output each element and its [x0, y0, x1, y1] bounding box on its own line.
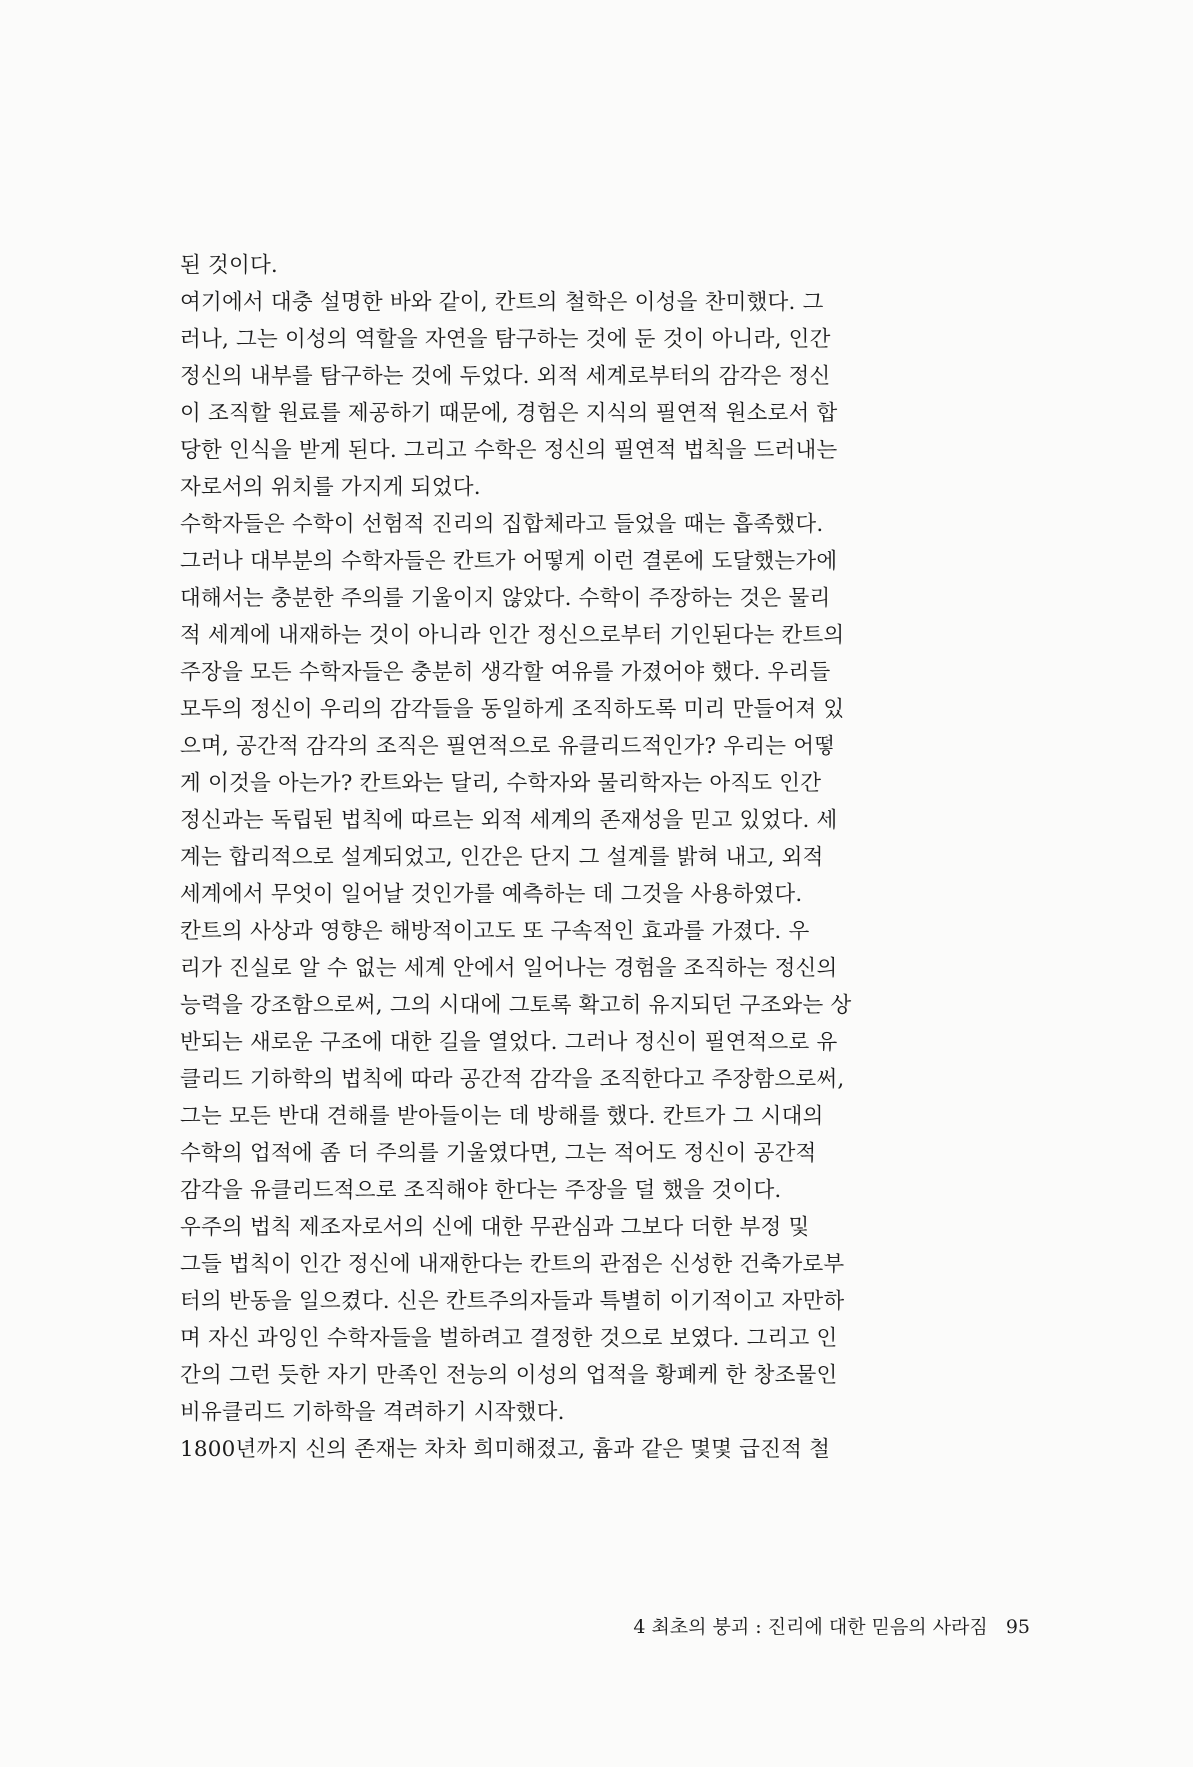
- text-line: 대해서는 충분한 주의를 기울이지 않았다. 수학이 주장하는 것은 물리: [180, 586, 831, 611]
- text-line: 간의 그런 듯한 자기 만족인 전능의 이성의 업적을 황폐케 한 창조물인: [180, 1363, 838, 1388]
- text-line: 자로서의 위치를 가지게 되었다.: [180, 475, 481, 500]
- text-line: 여기에서 대충 설명한 바와 같이, 칸트의 철학은 이성을 찬미했다. 그: [180, 290, 824, 315]
- text-line: 수학의 업적에 좀 더 주의를 기울였다면, 그는 적어도 정신이 공간적: [180, 1141, 817, 1166]
- text-line: 으며, 공간적 감각의 조직은 필연적으로 유클리드적인가? 우리는 어떻: [180, 734, 836, 759]
- text-line: 세계에서 무엇이 일어날 것인가를 예측하는 데 그것을 사용하였다.: [180, 882, 803, 907]
- text-line: 1800년까지 신의 존재는 차차 희미해졌고, 흄과 같은 몇몇 급진적 철: [180, 1437, 831, 1462]
- text-line: 정신과는 독립된 법칙에 따르는 외적 세계의 존재성을 믿고 있었다. 세: [180, 808, 838, 833]
- text-line: 계는 합리적으로 설계되었고, 인간은 단지 그 설계를 밝혀 내고, 외적: [180, 845, 824, 870]
- text-line: 정신의 내부를 탐구하는 것에 두었다. 외적 세계로부터의 감각은 정신: [180, 364, 831, 389]
- text-line: 클리드 기하학의 법칙에 따라 공간적 감각을 조직한다고 주장함으로써,: [180, 1067, 845, 1092]
- text-line: 된 것이다.: [180, 253, 278, 278]
- text-line: 그들 법칙이 인간 정신에 내재한다는 칸트의 관점은 신성한 건축가로부: [180, 1252, 845, 1277]
- running-title: 4 최초의 붕괴 : 진리에 대한 믿음의 사라짐: [633, 1616, 988, 1638]
- text-line: 며 자신 과잉인 수학자들을 벌하려고 결정한 것으로 보였다. 그리고 인: [180, 1326, 838, 1351]
- text-line: 적 세계에 내재하는 것이 아니라 인간 정신으로부터 기인된다는 칸트의: [180, 623, 845, 648]
- text-line: 그러나 대부분의 수학자들은 칸트가 어떻게 이런 결론에 도달했는가에: [180, 549, 838, 574]
- text-line: 칸트의 사상과 영향은 해방적이고도 또 구속적인 효과를 가졌다. 우: [180, 919, 810, 944]
- text-line: 반되는 새로운 구조에 대한 길을 열었다. 그러나 정신이 필연적으로 유: [180, 1030, 838, 1055]
- text-line: 비유클리드 기하학을 격려하기 시작했다.: [180, 1400, 565, 1425]
- text-line: 게 이것을 아는가? 칸트와는 달리, 수학자와 물리학자는 아직도 인간: [180, 771, 822, 796]
- text-line: 터의 반동을 일으켰다. 신은 칸트주의자들과 특별히 이기적이고 자만하: [180, 1289, 845, 1314]
- text-line: 러나, 그는 이성의 역할을 자연을 탐구하는 것에 둔 것이 아니라, 인간: [180, 327, 831, 352]
- text-line: 이 조직할 원료를 제공하기 때문에, 경험은 지식의 필연적 원소로서 합: [180, 401, 838, 426]
- text-line: 리가 진실로 알 수 없는 세계 안에서 일어나는 경험을 조직하는 정신의: [180, 956, 838, 981]
- text-line: 능력을 강조함으로써, 그의 시대에 그토록 확고히 유지되던 구조와는 상: [180, 993, 852, 1018]
- text-line: 수학자들은 수학이 선험적 진리의 집합체라고 들었을 때는 흡족했다.: [180, 512, 824, 537]
- text-line: 당한 인식을 받게 된다. 그리고 수학은 정신의 필연적 법칙을 드러내는: [180, 438, 838, 463]
- text-line: 모두의 정신이 우리의 감각들을 동일하게 조직하도록 미리 만들어져 있: [180, 697, 845, 722]
- page-footer: [480, 1607, 1030, 1647]
- text-line: 주장을 모든 수학자들은 충분히 생각할 여유를 가졌어야 했다. 우리들: [180, 660, 831, 685]
- text-line: 감각을 유클리드적으로 조직해야 한다는 주장을 덜 했을 것이다.: [180, 1178, 782, 1203]
- page-number: 95: [1005, 1616, 1030, 1638]
- text-line: 그는 모든 반대 견해를 받아들이는 데 방해를 했다. 칸트가 그 시대의: [180, 1104, 824, 1129]
- text-line: 우주의 법칙 제조자로서의 신에 대한 무관심과 그보다 더한 부정 및: [180, 1215, 810, 1240]
- body-text: [180, 247, 1030, 1468]
